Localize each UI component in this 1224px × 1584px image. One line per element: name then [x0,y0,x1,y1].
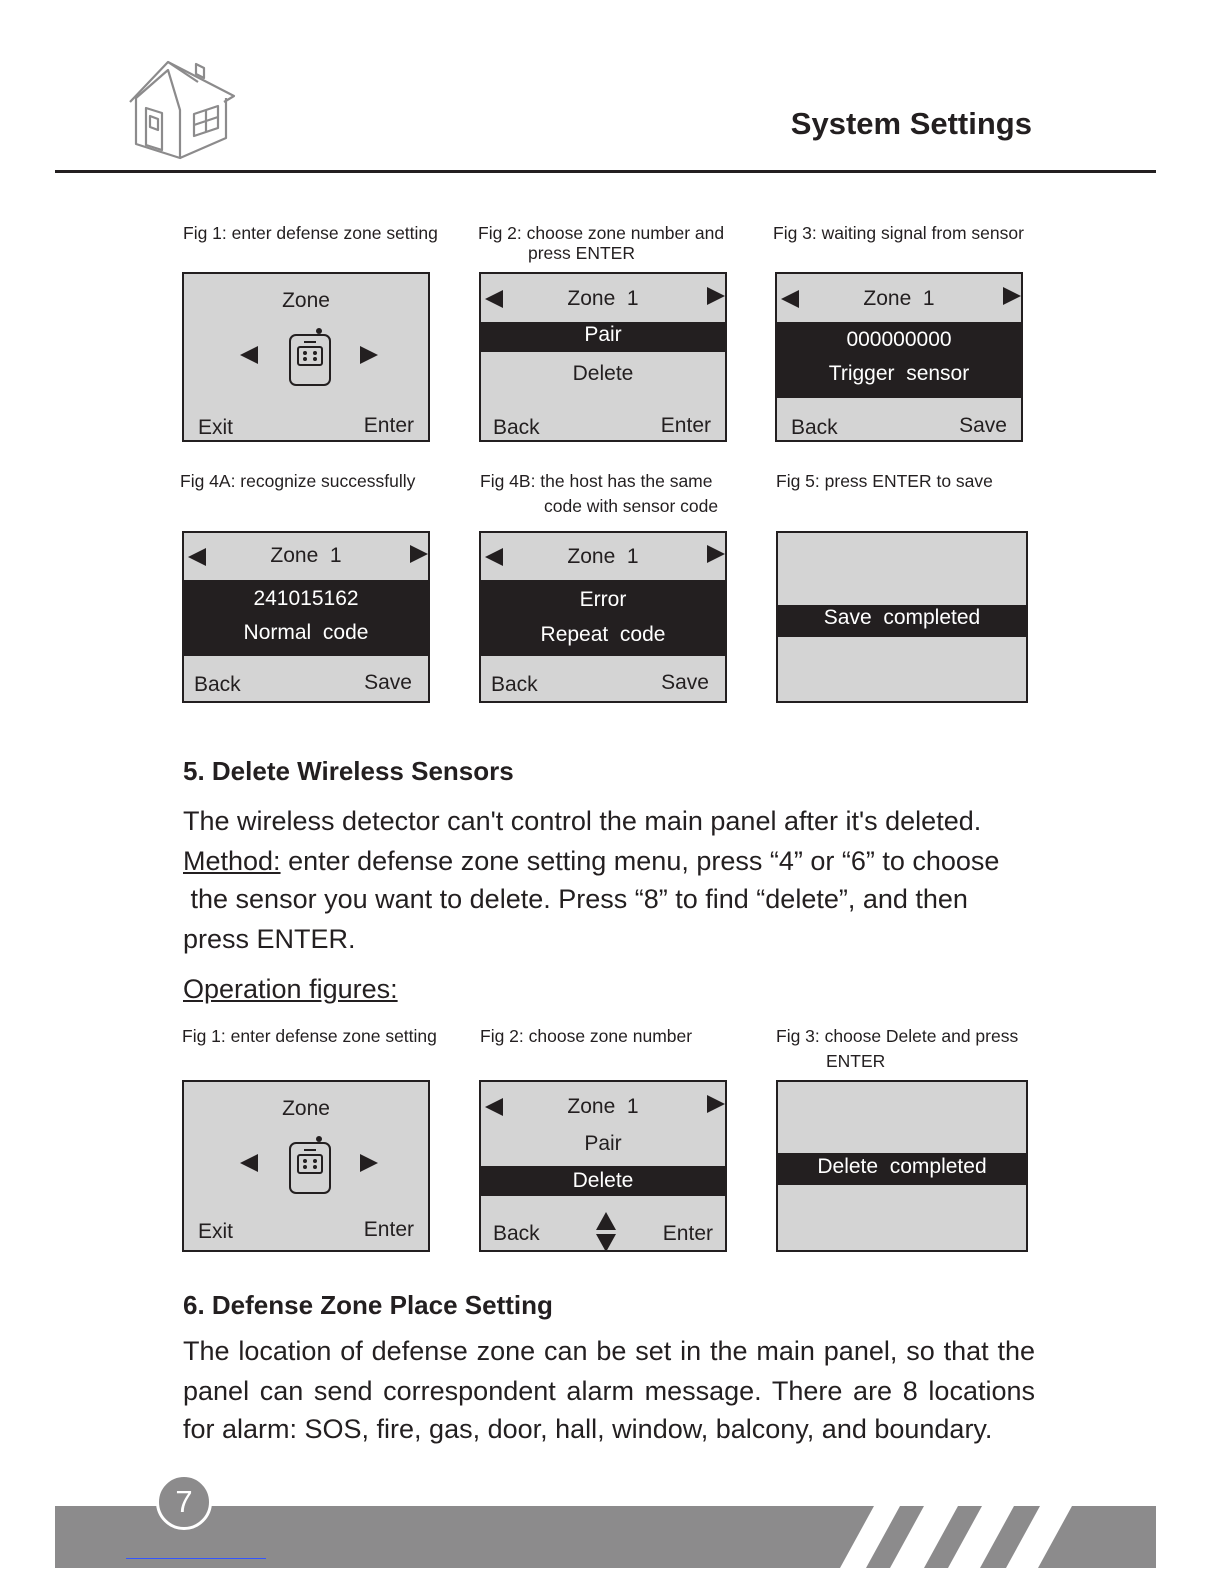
menu-item-delete: Delete [572,1169,634,1192]
del-fig3-caption-line1: Fig 3: choose Delete and press [776,1026,1019,1046]
section5-line2 [183,842,999,882]
footer-stripes [836,1506,1156,1568]
del-fig2-caption: Fig 2: choose zone number [480,1026,693,1046]
page-number: 7 [156,1474,212,1530]
house-logo-icon [128,58,238,162]
fig2-caption-line2: press ENTER [528,243,635,263]
menu-item-pair: Pair [584,323,622,346]
softkey-left: Back [493,1222,540,1245]
message-bar [778,1153,1026,1185]
section6-heading: 6. Defense Zone Place Setting [183,1290,553,1320]
softkey-left: Back [493,416,540,439]
lcd-del-fig3-deleted [776,1080,1028,1252]
status-bar [777,322,1021,398]
right-arrow-icon [1003,287,1021,305]
selected-item-bar [481,322,725,352]
status-text: Normal code [243,621,369,644]
remote-sensor-icon [288,328,332,388]
method-label: Method: [183,846,281,876]
lcd-del-fig1-zone-menu [182,1080,430,1252]
lcd-fig3-waiting [775,272,1023,442]
softkey-left: Exit [198,416,234,439]
menu-item-delete: Delete [572,362,634,385]
operation-figures-label: Operation figures: [183,974,398,1004]
lcd-title: Zone 1 [863,287,935,310]
footer-link-underline[interactable] [126,1558,266,1559]
lcd-fig1-zone-menu [182,272,430,442]
status-text: Repeat code [540,623,666,646]
lcd-title: Zone 1 [567,545,639,568]
section6-line2: panel can send correspondent alarm message. There are 8 locations [183,1376,1035,1406]
delete-completed-message: Delete completed [817,1155,987,1178]
section5-line1: The wireless detector can't control the main panel after it's deleted. [183,806,982,836]
softkey-left: Back [491,673,538,696]
lcd-fig5-saved [776,531,1028,703]
softkey-right: Enter [363,414,414,437]
lcd-title: Zone 1 [567,287,639,310]
lcd-title: Zone [282,289,330,312]
fig4b-caption-line1: Fig 4B: the host has the same [480,471,713,491]
right-arrow-icon [707,545,725,563]
softkey-left: Back [791,416,838,439]
header-rule [55,170,1156,173]
fig4b-caption-line2: code with sensor code [544,496,719,516]
status-bar [184,580,428,656]
status-text: Trigger sensor [828,362,970,385]
del-fig3-caption-line2: ENTER [826,1051,886,1071]
remote-sensor-icon [288,1136,332,1196]
fig3-caption: Fig 3: waiting signal from sensor [773,223,1024,243]
section5-heading: 5. Delete Wireless Sensors [183,756,514,786]
status-bar [481,580,725,656]
softkey-right: Enter [662,1222,713,1245]
lcd-fig4a-recognized [182,531,430,703]
lcd-fig4b-error [479,531,727,703]
softkey-right: Enter [363,1218,414,1241]
softkey-right: Enter [660,414,711,437]
save-completed-message: Save completed [823,606,981,629]
right-arrow-icon [360,346,378,364]
fig5-caption: Fig 5: press ENTER to save [776,471,993,491]
right-arrow-icon [410,545,428,563]
left-arrow-icon [240,1154,258,1172]
sensor-code: 000000000 [846,328,952,351]
up-down-arrow-icon [595,1212,617,1252]
left-arrow-icon [240,346,258,364]
softkey-right: Save [661,671,709,694]
message-bar [778,605,1026,637]
right-arrow-icon [360,1154,378,1172]
menu-item-pair: Pair [584,1132,622,1155]
section6-line1: The location of defense zone can be set in the main panel, so that the [183,1336,1035,1366]
lcd-del-fig2-zone-delete [479,1080,727,1252]
lcd-title: Zone [282,1097,330,1120]
selected-item-bar [481,1166,725,1196]
section6-line3: for alarm: SOS, fire, gas, door, hall, window, balcony, and boundary. [183,1414,993,1444]
lcd-title: Zone 1 [567,1095,639,1118]
right-arrow-icon [707,1095,725,1113]
sensor-code: 241015162 [253,587,359,610]
error-text: Error [579,588,627,611]
lcd-title: Zone 1 [270,544,342,567]
fig4a-caption: Fig 4A: recognize successfully [180,471,416,491]
fig2-caption-line1: Fig 2: choose zone number and [478,223,725,243]
page-title: System Settings [790,106,1032,141]
fig1-caption: Fig 1: enter defense zone setting [183,223,438,243]
section5-line4: press ENTER. [183,924,356,954]
softkey-left: Exit [198,1220,234,1243]
softkey-right: Save [959,414,1007,437]
section5-line3: the sensor you want to delete. Press “8” to find “delete”, and then [183,884,968,914]
softkey-right: Save [364,671,412,694]
lcd-fig2-zone-pair [479,272,727,442]
method-text: enter defense zone setting menu, press “4” or “6” to choose [280,846,1000,876]
softkey-left: Back [194,673,241,696]
del-fig1-caption: Fig 1: enter defense zone setting [182,1026,437,1046]
right-arrow-icon [707,287,725,305]
